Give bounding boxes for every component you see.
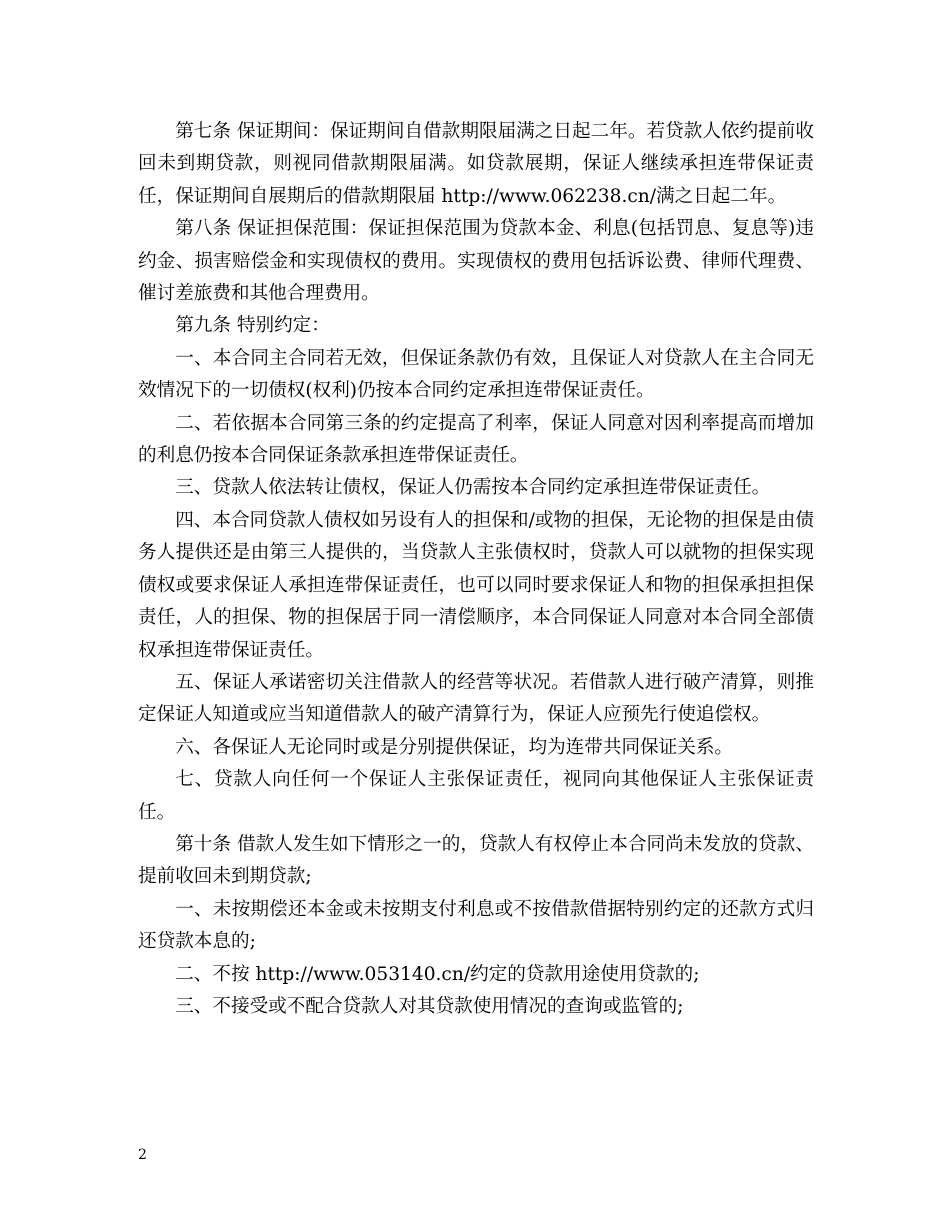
paragraph-article-9-item-6: 六、各保证人无论同时或是分别提供保证，均为连带共同保证关系。 <box>175 736 734 758</box>
paragraph-article-10-item-2: 二、不按 http://www.053140.cn/约定的贷款用途使用贷款的; <box>175 963 700 985</box>
paragraph-article-10-item-3: 三、不接受或不配合贷款人对其贷款使用情况的查询或监管的; <box>175 995 684 1017</box>
document-body <box>138 116 814 1023</box>
paragraph-article-7: 第七条 保证期间：保证期间自借款期限届满之日起二年。若贷款人依约提前收回未到期贷款，则视同借款期限届满。如贷款展期，保证人继续承担连带保证责任，保证期间自展期后的借款期限届 http://www.062238.cn/满之日起二年。 <box>138 121 814 207</box>
paragraph-article-10-item-1: 一、未按期偿还本金或未按期支付利息或不按借款借据特别约定的还款方式归还贷款本息的; <box>138 898 814 953</box>
paragraph-article-9-item-2: 二、若依据本合同第三条的约定提高了利率，保证人同意对因利率提高而增加的利息仍按本合同保证条款承担连带保证责任。 <box>138 412 814 467</box>
paragraph-article-9-item-7: 七、贷款人向任何一个保证人主张保证责任，视同向其他保证人主张保证责任。 <box>138 769 814 823</box>
paragraph-article-9-item-1: 一、本合同主合同若无效，但保证条款仍有效，且保证人对贷款人在主合同无效情况下的一切债权(权利)仍按本合同约定承担连带保证责任。 <box>138 347 814 402</box>
paragraph-article-9-item-3: 三、贷款人依法转让债权，保证人仍需按本合同约定承担连带保证责任。 <box>175 477 771 499</box>
paragraph-article-10: 第十条 借款人发生如下情形之一的，贷款人有权停止本合同尚未发放的贷款、提前收回未到期贷款; <box>138 833 814 888</box>
paragraph-article-9-heading: 第九条 特别约定： <box>175 315 330 337</box>
paragraph-article-9-item-5: 五、保证人承诺密切关注借款人的经营等状况。若借款人进行破产清算，则推定保证人知道或应当知道借款人的破产清算行为，保证人应预先行使追偿权。 <box>138 671 814 726</box>
paragraph-article-8: 第八条 保证担保范围：保证担保范围为贷款本金、利息(包括罚息、复息等)违约金、损害赔偿金和实现债权的费用。实现债权的费用包括诉讼费、律师代理费、催讨差旅费和其他合理费用。 <box>138 218 814 305</box>
page-number: 2 <box>138 1147 147 1163</box>
paragraph-article-9-item-4: 四、本合同贷款人债权如另设有人的担保和/或物的担保，无论物的担保是由债务人提供还是由第三人提供的，当贷款人主张债权时，贷款人可以就物的担保实现债权或要求保证人承担连带保证责任，也可以同时要求保证人和物的担保承担担保责任，人的担保、物的担保居于同一清偿顺序，本合同保证人同意对本合同全部债权承担连带保证责任。 <box>138 509 814 661</box>
